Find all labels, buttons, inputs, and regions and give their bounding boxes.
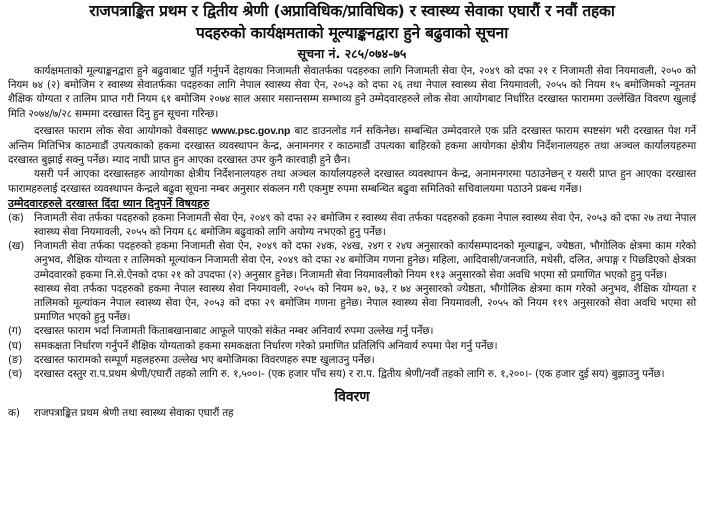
instruction-item-kha [8,239,696,282]
item-text: दरखास्त फारामको सम्पूर्ण महलहरुमा उल्लेख भए बमोजिमका विवरणहरु स्पष्ट खुलाउनु पर्नेछ। [34,353,375,366]
intro-paragraph-2 [8,124,696,168]
intro-paragraph-1: कार्यक्षमताको मूल्याङ्कनद्वारा हुने बढुवाबाट पूर्ति गर्नुपर्ने देहायका निजामती सेवातर्फका पदहरुका लागि निजामती सेवा ऐन, २०४९ को दफा २१ र निजामती सेवा नियमावली, २०५० को नियम ७४ (२) बमोजिम र स्वास्थ्य सेवातर्फका पदहरुका लागि नेपाल स्वास्थ्य सेवा ऐन, २०५३ को दफा २६ तथा नेपाल स्वास्थ्य सेवा नियमावली, २०५५ को नियम १५ बमोजिमको न्यूनतम शैक्षिक योग्यता र तालिम प्राप्त गरी नियम ६१ बमोजिम २०७४ साल असार मसान्तसम्म सम्भाव्य हुने उम्मेदवारहरुले लोक सेवा आयोगबाट निर्धारित दरखास्त फाराममा उल्लेखित विवरण खुलाई मिति २०७४/७/२८ सम्ममा दरखास्त दिनु हुन सूचना गरिन्छ। [8,65,696,120]
website-link[interactable]: www.psc.gov.np [211,125,291,137]
details-line-text: राजपत्राङ्कित प्रथम श्रेणी तथा स्वास्थ्य सेवाका एघारौं तह [34,407,234,420]
details-first-line [8,407,696,420]
intro-paragraph-3: यसरी पर्न आएका दरखास्तहरु आयोगका क्षेत्रीय निर्देशनालयहरु तथा अञ्चल कार्यालयहरुले दरखास्त व्यवस्थापन केन्द्र, अनामनगरमा पठाउनेछन् र यसरी प्राप्त हुन आएका दरखास्त फारामहरुलाई दरखास्त व्यवस्थापन केन्द्रले बढुवा सूचना नम्बर अनुसार संकलन गरी एकमुष्ट रुपमा सम्बन्धित बढुवा समितिको सचिवालयमा पठाउने प्रबन्ध गर्नेछ। [8,168,696,195]
item-marker: (च) [8,368,23,381]
health-service-subparagraph: स्वास्थ्य सेवा तर्फका पदहरुको हकमा नेपाल स्वास्थ्य सेवा नियमावली, २०५५ को नियम ७२, ७३, र ७४ अनुसारको ज्येष्ठता, भौगोलिक क्षेत्रमा काम गरेको अनुभव, शैक्षिक योग्यता र तालिमको मूल्यांकन नेपाल स्वास्थ्य सेवा ऐन, २०५३ को दफा २९ बमोजिम गणना हुनेछ। नेपाल स्वास्थ्य सेवा नियमावली, २०५५ को नियम ११९ अनुसारको सेवा अवधि भएमा सो प्रमाणित भएको हुनु पर्नेछ। [34,282,696,324]
instruction-item-nga [8,353,696,367]
details-heading: विवरण [334,389,370,406]
item-marker: (घ) [8,339,22,352]
item-marker: (ख) [8,240,25,253]
instructions-heading: उम्मेदवारहरुले दरखास्त दिंदा ध्यान दिनुपर्ने विषयहरु [8,196,210,210]
notice-number: सूचना नं. २८५/०७४-७५ [297,46,407,61]
item-text: दरखास्त फाराम भर्दा निजामती किताबखानाबाट आफूले पाएको संकेत नम्बर अनिवार्य रुपमा उल्लेख गर्नु पर्नेछ। [34,325,434,338]
item-text: निजामती सेवा तर्फका पदहरुको हकमा निजामती सेवा ऐन, २०४९ को दफा २४क, २४ख, २४ग र २४घ अनुसारको कार्यसम्पादनको मूल्याङ्कन, ज्येष्ठता, भौगोलिक क्षेत्रमा काम गरेको अनुभव, शैक्षिक योग्यता र तालिमको मूल्यांकन निजामती सेवा ऐन, २०४९ को दफा २४ बमोजिम गणना हुनेछ। महिला, आदिवासी/जनजाति, मधेसी, दलित, अपाङ्ग र पिछडिएको क्षेत्रका उम्मेदवारको हकमा नि.से.ऐनको दफा २१ को उपदफा (२) अनुसार हुनेछ। निजामती सेवा नियमावलीको नियम ११३ अनुसारको सेवा अवधि भएमा सो प्रमाणित भएको हुनु पर्नेछ। [34,240,696,281]
instruction-item-ka [8,211,696,239]
details-marker: क) [8,407,20,420]
instruction-item-gha [8,339,696,353]
instruction-item-cha [8,367,696,381]
item-text: दरखास्त दस्तुर रा.प.प्रथम श्रेणी/एघारौं तहको लागि रु. १,५००।- (एक हजार पाँच सय) र रा.प. द्वितीय श्रेणी/नवौं तहको लागि रु. १,२००।- (एक हजार दुई सय) बुझाउनु पर्नेछ। [34,368,665,381]
item-marker: (ङ) [8,353,23,366]
notice-title-line1: राजपत्राङ्कित प्रथम र द्वितीय श्रेणी (अप्राविधिक/प्राविधिक) र स्वास्थ्य सेवाका एघारौं र नवौं तहका [89,2,615,20]
notice-title-line2: पदहरुको कार्यक्षमताको मूल्याङ्कनद्वारा हुने बढुवाको सूचना [195,24,509,42]
instruction-item-ga [8,324,696,338]
item-text: समकक्षता निर्धारण गर्नुपर्ने शैक्षिक योग्यताको हकमा समकक्षता निर्धारण गरेको प्रमाणित प्रतिलिपि अनिवार्य रुपमा पेश गर्नु पर्नेछ। [34,339,498,352]
item-marker: (क) [8,211,24,224]
item-text: निजामती सेवा तर्फका पदहरुको हकमा निजामती सेवा ऐन, २०४९ को दफा २२ बमोजिम र स्वास्थ्य सेवा तर्फका पदहरुको हकमा नेपाल स्वास्थ्य सेवा ऐन, २०५३ को दफा २७ तथा नेपाल स्वास्थ्य सेवा नियमावली, २०५५ को नियम ६८ बमोजिम बढुवाको लागि अयोग्य नभएको हुनु पर्नेछ। [34,211,696,239]
paragraph-2-text-a: दरखास्त फाराम लोक सेवा आयोगको वेबसाइट [34,124,208,137]
item-marker: (ग) [8,325,22,338]
paragraph-2-text-b: बाट डाउनलोड गर्न सकिनेछ। सम्बन्धित उम्मेदवारले एक प्रति दरखास्त फाराम स्पष्टसंग भरी दरखास्त पेश गर्ने अन्तिम मितिभित्र काठमाडौं उपत्यकाको हकमा दरखास्त व्यवस्थापन केन्द्र, अनामनगर र काठमाडौं उपत्यका बाहिरको हकमा आयोगका क्षेत्रीय निर्देशनालयहरु तथा अञ्चल कार्यालयहरुमा दरखास्त बुझाई सक्नु पर्नेछ। म्याद नाघी प्राप्त हुन आएका दरखास्त उपर कुनै कारवाही हुने छैन। [8,124,696,167]
